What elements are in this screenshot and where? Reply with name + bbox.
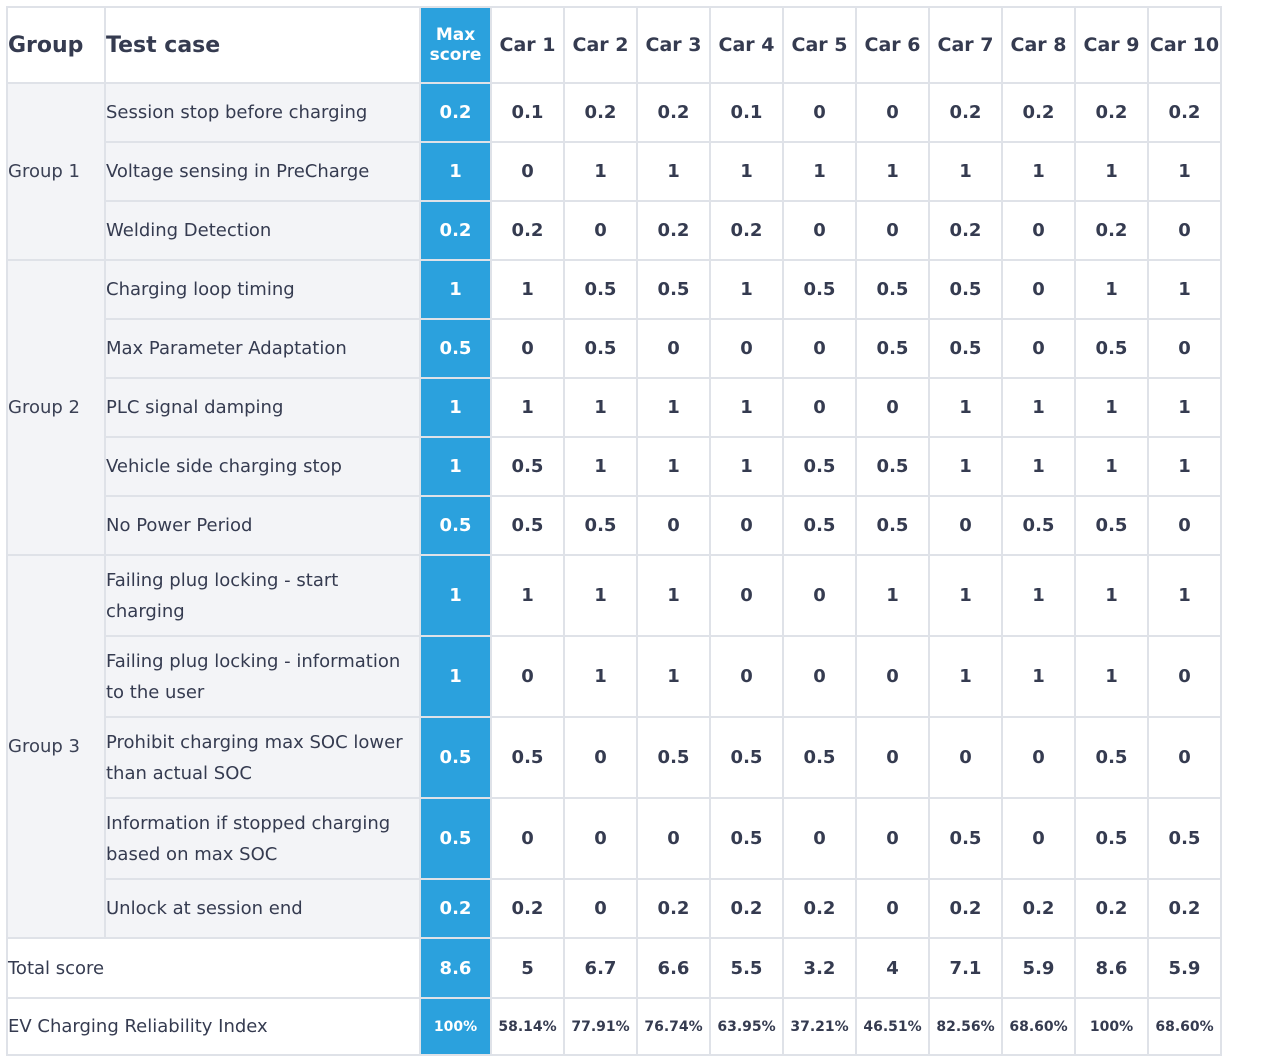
test-case-label: Max Parameter Adaptation — [105, 319, 420, 378]
score-cell: 1 — [1148, 260, 1221, 319]
score-cell: 1 — [564, 437, 637, 496]
header-max-score — [420, 7, 491, 83]
score-cell: 0 — [856, 798, 929, 879]
score-cell: 1 — [710, 142, 783, 201]
score-cell: 1 — [637, 555, 710, 636]
score-cell: 1 — [491, 555, 564, 636]
total-value: 8.6 — [1075, 938, 1148, 998]
score-cell: 1 — [637, 636, 710, 717]
header-car: Car 8 — [1002, 7, 1075, 83]
table-row — [7, 879, 1221, 938]
score-cell: 1 — [1075, 636, 1148, 717]
score-cell: 0 — [564, 201, 637, 260]
max-score-cell: 0.5 — [420, 717, 491, 798]
max-score-cell: 0.2 — [420, 201, 491, 260]
score-cell: 0.2 — [1148, 83, 1221, 142]
score-cell: 1 — [710, 260, 783, 319]
max-score-cell: 1 — [420, 142, 491, 201]
score-cell: 0.2 — [1002, 83, 1075, 142]
score-cell: 0.5 — [1075, 319, 1148, 378]
score-cell: 0 — [564, 717, 637, 798]
group-label: Group 1 — [7, 83, 105, 260]
index-value: 100% — [1075, 998, 1148, 1055]
test-case-label: Prohibit charging max SOC lower than actual SOC — [105, 717, 420, 798]
score-cell: 1 — [1148, 555, 1221, 636]
score-cell: 0.2 — [1075, 879, 1148, 938]
score-cell: 0.5 — [856, 437, 929, 496]
test-case-label: No Power Period — [105, 496, 420, 555]
score-cell: 0 — [1002, 798, 1075, 879]
index-value: 77.91% — [564, 998, 637, 1055]
score-cell: 1 — [710, 437, 783, 496]
group-label: Group 3 — [7, 555, 105, 938]
index-value: 63.95% — [710, 998, 783, 1055]
total-value: 5.9 — [1002, 938, 1075, 998]
score-cell: 1 — [637, 437, 710, 496]
score-cell: 0 — [637, 496, 710, 555]
score-cell: 0.1 — [491, 83, 564, 142]
score-cell: 1 — [929, 555, 1002, 636]
table-row — [7, 142, 1221, 201]
score-cell: 0 — [929, 496, 1002, 555]
score-cell: 1 — [1002, 142, 1075, 201]
score-cell: 0.5 — [491, 437, 564, 496]
index-value: 58.14% — [491, 998, 564, 1055]
score-cell: 0 — [1148, 636, 1221, 717]
score-cell: 1 — [856, 555, 929, 636]
score-cell: 1 — [1002, 555, 1075, 636]
total-max: 8.6 — [420, 938, 491, 998]
score-cell: 0.5 — [1002, 496, 1075, 555]
score-cell: 1 — [1148, 142, 1221, 201]
max-score-cell: 1 — [420, 378, 491, 437]
test-case-label: Failing plug locking - information to the user — [105, 636, 420, 717]
score-cell: 1 — [1075, 437, 1148, 496]
total-value: 5 — [491, 938, 564, 998]
header-car: Car 3 — [637, 7, 710, 83]
max-score-cell: 0.2 — [420, 83, 491, 142]
score-cell: 0 — [710, 319, 783, 378]
score-cell: 0 — [783, 636, 856, 717]
total-value: 6.7 — [564, 938, 637, 998]
score-cell: 1 — [1075, 555, 1148, 636]
score-cell: 0.2 — [491, 201, 564, 260]
test-case-label: Charging loop timing — [105, 260, 420, 319]
score-cell: 0.2 — [710, 201, 783, 260]
score-cell: 0 — [856, 378, 929, 437]
score-cell: 0.2 — [783, 879, 856, 938]
index-value: 82.56% — [929, 998, 1002, 1055]
total-row — [7, 938, 1221, 998]
score-cell: 0 — [637, 798, 710, 879]
score-cell: 0.5 — [856, 260, 929, 319]
score-cell: 0 — [783, 555, 856, 636]
test-case-label: Welding Detection — [105, 201, 420, 260]
score-cell: 0 — [1148, 496, 1221, 555]
score-cell: 0.2 — [491, 879, 564, 938]
score-cell: 0 — [1148, 319, 1221, 378]
score-cell: 0.5 — [491, 496, 564, 555]
score-cell: 1 — [564, 378, 637, 437]
header-car: Car 1 — [491, 7, 564, 83]
score-cell: 1 — [1002, 636, 1075, 717]
score-cell: 0 — [564, 798, 637, 879]
score-cell: 0 — [1002, 201, 1075, 260]
test-case-label: Information if stopped charging based on max SOC — [105, 798, 420, 879]
score-cell: 0.5 — [929, 319, 1002, 378]
score-cell: 0 — [564, 879, 637, 938]
test-case-label: Failing plug locking - start charging — [105, 555, 420, 636]
score-cell: 0 — [783, 319, 856, 378]
score-cell: 0.5 — [856, 319, 929, 378]
score-cell: 1 — [856, 142, 929, 201]
header-car: Car 2 — [564, 7, 637, 83]
score-cell: 1 — [929, 142, 1002, 201]
score-cell: 0 — [856, 717, 929, 798]
score-cell: 0.5 — [856, 496, 929, 555]
score-cell: 0.5 — [637, 717, 710, 798]
score-cell: 1 — [637, 378, 710, 437]
total-value: 4 — [856, 938, 929, 998]
score-cell: 1 — [1075, 260, 1148, 319]
score-cell: 0 — [710, 636, 783, 717]
header-group: Group — [7, 7, 105, 83]
header-car: Car 10 — [1148, 7, 1221, 83]
score-cell: 0 — [491, 636, 564, 717]
score-cell: 1 — [564, 142, 637, 201]
score-cell: 0.5 — [1075, 496, 1148, 555]
header-row — [7, 7, 1221, 83]
score-cell: 0 — [491, 142, 564, 201]
score-cell: 0 — [1002, 717, 1075, 798]
score-cell: 0 — [1002, 319, 1075, 378]
table-row — [7, 636, 1221, 717]
score-table — [6, 6, 1222, 1056]
test-case-label: Unlock at session end — [105, 879, 420, 938]
score-cell: 1 — [1148, 378, 1221, 437]
score-cell: 1 — [491, 260, 564, 319]
score-cell: 0.5 — [929, 260, 1002, 319]
score-cell: 1 — [929, 437, 1002, 496]
score-cell: 0.2 — [637, 879, 710, 938]
score-cell: 0 — [783, 83, 856, 142]
score-cell: 1 — [491, 378, 564, 437]
max-score-cell: 1 — [420, 636, 491, 717]
score-cell: 0.5 — [1075, 798, 1148, 879]
index-value: 46.51% — [856, 998, 929, 1055]
table-row — [7, 798, 1221, 879]
index-label: EV Charging Reliability Index — [7, 998, 420, 1055]
score-cell: 0.5 — [491, 717, 564, 798]
header-test-case: Test case — [105, 7, 420, 83]
score-cell: 0 — [856, 83, 929, 142]
header-car: Car 5 — [783, 7, 856, 83]
score-cell: 1 — [564, 555, 637, 636]
score-cell: 0 — [491, 798, 564, 879]
group-label: Group 2 — [7, 260, 105, 555]
max-score-cell: 1 — [420, 260, 491, 319]
score-cell: 0.5 — [710, 717, 783, 798]
score-cell: 1 — [637, 142, 710, 201]
score-cell: 0.2 — [929, 201, 1002, 260]
table-row — [7, 555, 1221, 636]
header-car: Car 9 — [1075, 7, 1148, 83]
score-cell: 0.2 — [564, 83, 637, 142]
score-cell: 1 — [1075, 378, 1148, 437]
score-cell: 1 — [564, 636, 637, 717]
score-cell: 0.5 — [783, 437, 856, 496]
table-body — [7, 83, 1221, 938]
table-row — [7, 378, 1221, 437]
score-cell: 0 — [637, 319, 710, 378]
total-value: 7.1 — [929, 938, 1002, 998]
score-cell: 0 — [783, 798, 856, 879]
score-cell: 1 — [783, 142, 856, 201]
score-cell: 0 — [1002, 260, 1075, 319]
score-cell: 0 — [783, 201, 856, 260]
table-row — [7, 496, 1221, 555]
score-cell: 0 — [856, 201, 929, 260]
score-cell: 0.2 — [637, 83, 710, 142]
table-row — [7, 319, 1221, 378]
score-cell: 0.5 — [564, 260, 637, 319]
score-cell: 0 — [783, 378, 856, 437]
index-value: 37.21% — [783, 998, 856, 1055]
score-cell: 0.2 — [929, 83, 1002, 142]
total-value: 6.6 — [637, 938, 710, 998]
max-score-cell: 1 — [420, 437, 491, 496]
score-cell: 0.5 — [564, 319, 637, 378]
score-cell: 0.5 — [783, 717, 856, 798]
table-row — [7, 83, 1221, 142]
score-cell: 0.5 — [929, 798, 1002, 879]
score-cell: 0.5 — [783, 496, 856, 555]
max-score-cell: 0.5 — [420, 496, 491, 555]
score-cell: 0.2 — [1002, 879, 1075, 938]
index-value: 68.60% — [1148, 998, 1221, 1055]
score-cell: 1 — [1148, 437, 1221, 496]
total-value: 5.5 — [710, 938, 783, 998]
score-cell: 0 — [856, 879, 929, 938]
score-cell: 0 — [710, 555, 783, 636]
max-score-cell: 0.5 — [420, 319, 491, 378]
total-label: Total score — [7, 938, 420, 998]
index-max: 100% — [420, 998, 491, 1055]
score-cell: 0.5 — [1075, 717, 1148, 798]
score-cell: 0 — [856, 636, 929, 717]
score-cell: 0 — [1148, 717, 1221, 798]
score-cell: 0.2 — [1075, 83, 1148, 142]
score-cell: 0.2 — [1075, 201, 1148, 260]
max-score-cell: 0.5 — [420, 798, 491, 879]
total-value: 5.9 — [1148, 938, 1221, 998]
score-cell: 0.5 — [710, 798, 783, 879]
test-case-label: Vehicle side charging stop — [105, 437, 420, 496]
test-case-label: Voltage sensing in PreCharge — [105, 142, 420, 201]
test-case-label: PLC signal damping — [105, 378, 420, 437]
header-car: Car 4 — [710, 7, 783, 83]
table-row — [7, 260, 1221, 319]
max-score-cell: 1 — [420, 555, 491, 636]
test-case-label: Session stop before charging — [105, 83, 420, 142]
index-value: 68.60% — [1002, 998, 1075, 1055]
score-cell: 1 — [1002, 378, 1075, 437]
score-cell: 1 — [710, 378, 783, 437]
score-cell: 0.2 — [637, 201, 710, 260]
table-row — [7, 201, 1221, 260]
score-cell: 0.2 — [929, 879, 1002, 938]
score-cell: 1 — [929, 636, 1002, 717]
index-value: 76.74% — [637, 998, 710, 1055]
table-row — [7, 437, 1221, 496]
score-cell: 0 — [929, 717, 1002, 798]
header-max-line1: Max — [435, 25, 476, 45]
score-cell: 0.2 — [710, 879, 783, 938]
score-cell: 0.5 — [1148, 798, 1221, 879]
score-cell: 0.5 — [783, 260, 856, 319]
score-cell: 0 — [1148, 201, 1221, 260]
score-cell: 0 — [491, 319, 564, 378]
max-score-cell: 0.2 — [420, 879, 491, 938]
index-row — [7, 998, 1221, 1055]
header-car: Car 7 — [929, 7, 1002, 83]
header-max-line2: score — [429, 45, 482, 65]
score-cell: 0 — [710, 496, 783, 555]
table-row — [7, 717, 1221, 798]
score-cell: 0.5 — [564, 496, 637, 555]
score-cell: 0.5 — [637, 260, 710, 319]
score-cell: 0.1 — [710, 83, 783, 142]
score-cell: 0.2 — [1148, 879, 1221, 938]
header-car: Car 6 — [856, 7, 929, 83]
score-cell: 1 — [1075, 142, 1148, 201]
score-cell: 1 — [929, 378, 1002, 437]
score-cell: 1 — [1002, 437, 1075, 496]
total-value: 3.2 — [783, 938, 856, 998]
